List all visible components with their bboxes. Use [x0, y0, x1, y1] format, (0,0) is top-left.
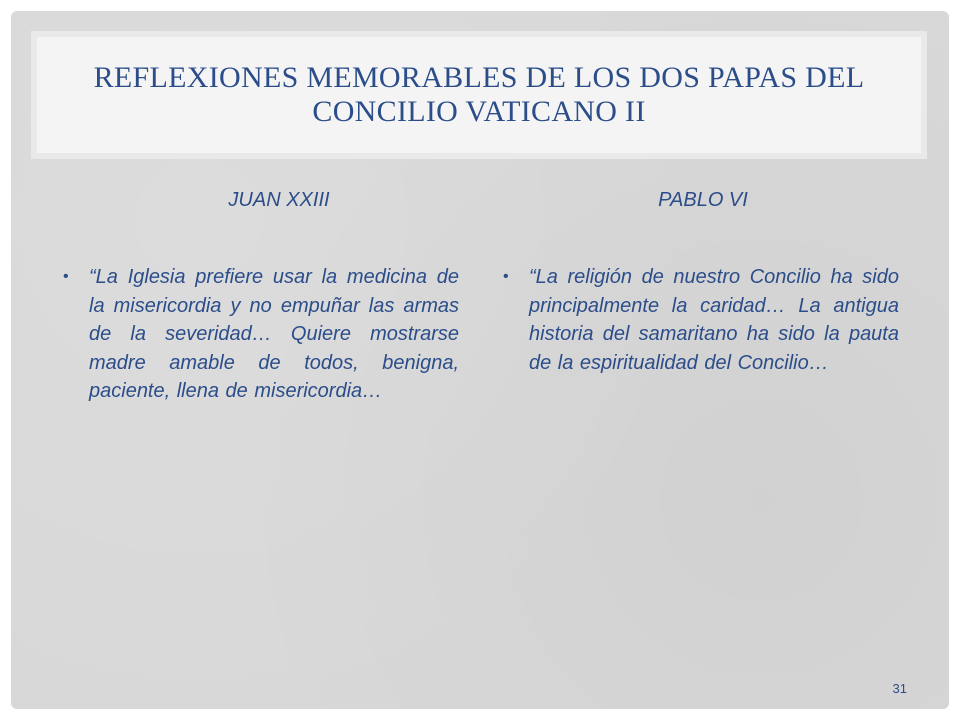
title-box — [31, 31, 927, 159]
left-column-heading: JUAN XXIII — [228, 189, 330, 211]
slide — [11, 11, 949, 709]
left-quote-block — [63, 263, 459, 406]
right-quote-text: “La religión de nuestro Concilio ha sido principalmente la caridad… La antigua historia del samaritano ha sido la pauta de la espiritualidad del Concilio… — [529, 266, 899, 374]
right-quote-block — [503, 263, 899, 377]
right-column-heading: PABLO VI — [658, 189, 748, 211]
bullet-icon: • — [503, 268, 509, 285]
page-number: 31 — [892, 681, 907, 696]
slide-title: REFLEXIONES MEMORABLES DE LOS DOS PAPAS DEL CONCILIO VATICANO II — [93, 61, 865, 128]
left-quote-text: “La Iglesia prefiere usar la medicina de la misericordia y no empuñar las armas de la severidad… Quiere mostrarse madre amable de todos, benigna, paciente, llena de misericordia… — [89, 266, 459, 402]
bullet-icon: • — [63, 268, 69, 285]
